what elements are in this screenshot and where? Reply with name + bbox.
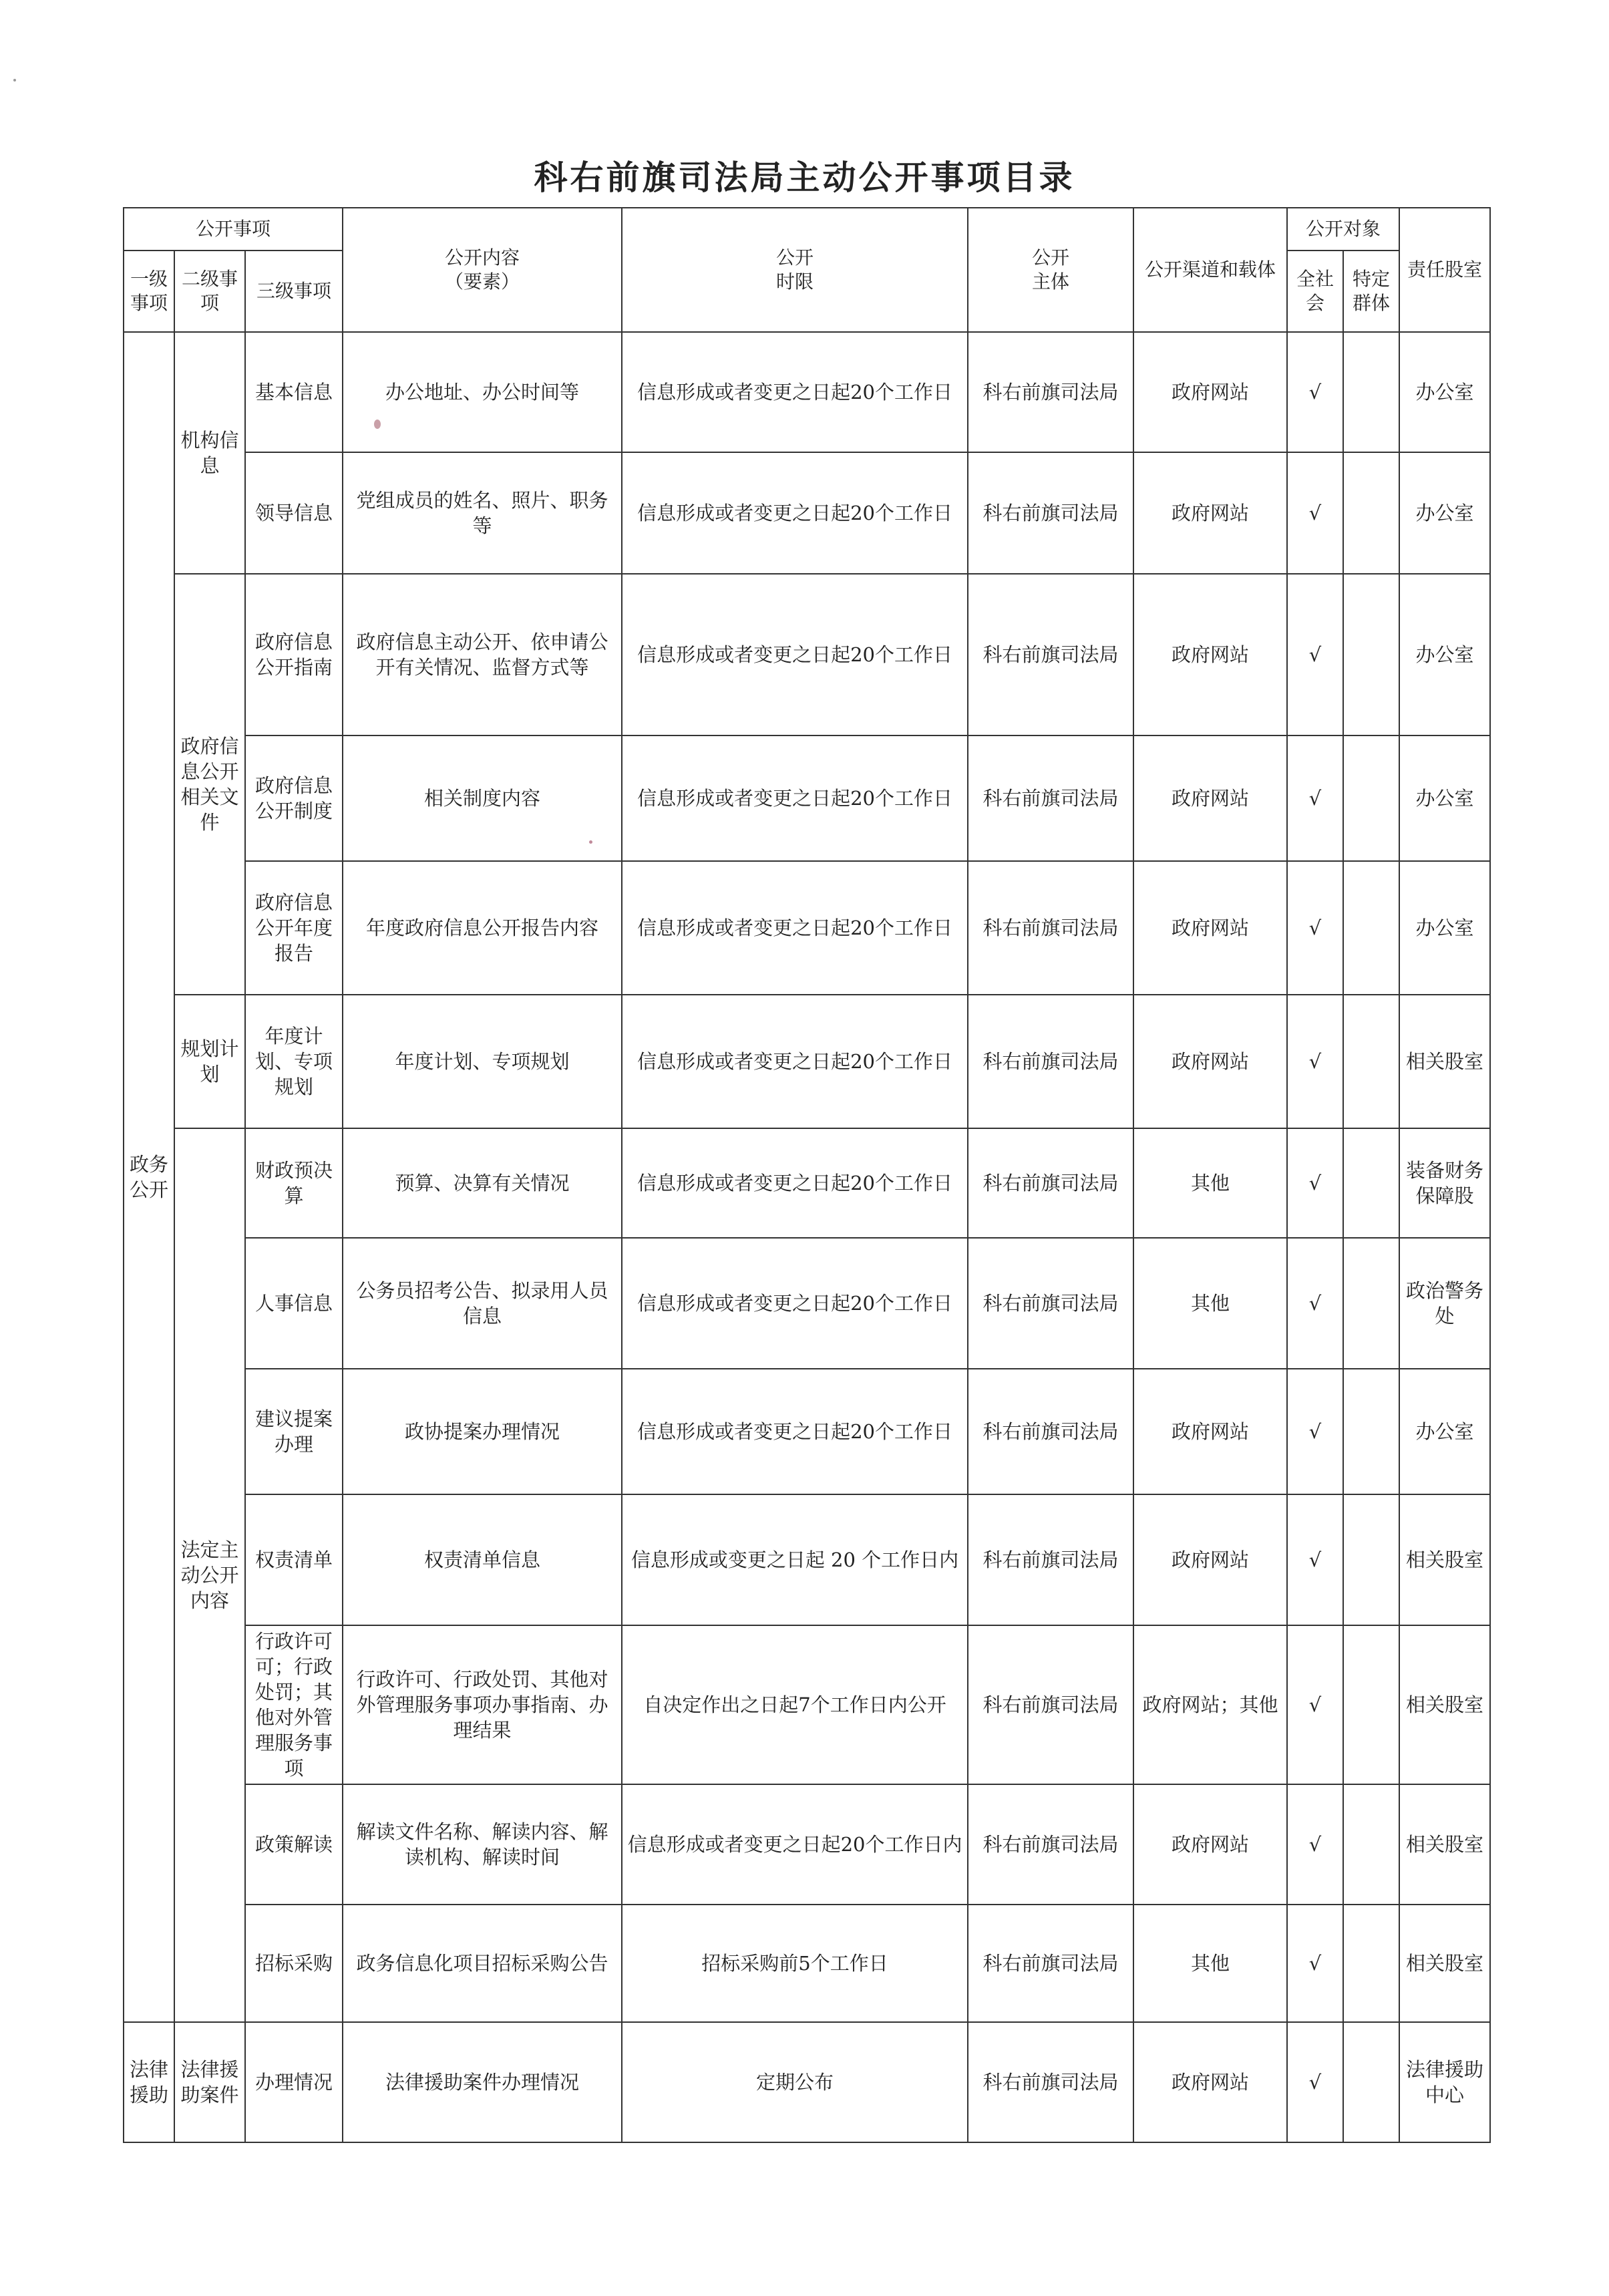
header-level3: 三级事项 bbox=[245, 251, 343, 332]
page-title: 科右前旗司法局主动公开事项目录 bbox=[534, 158, 1075, 197]
scan-speck bbox=[374, 420, 381, 429]
target-all-society: √ bbox=[1287, 574, 1343, 735]
target-specific-group bbox=[1343, 1625, 1399, 1784]
time-limit: 信息形成或者变更之日起20个工作日内 bbox=[622, 1784, 968, 1905]
level3-item: 办理情况 bbox=[245, 2022, 343, 2142]
table-row bbox=[124, 332, 1490, 452]
table-row bbox=[124, 1905, 1490, 2022]
time-limit: 信息形成或者变更之日起20个工作日 bbox=[622, 574, 968, 735]
header-level2: 二级事项 bbox=[174, 251, 245, 332]
disclosure-content: 办公地址、办公时间等 bbox=[343, 332, 622, 452]
target-specific-group bbox=[1343, 574, 1399, 735]
disclosure-content: 年度计划、专项规划 bbox=[343, 995, 622, 1128]
level2-org-info: 机构信息 bbox=[174, 332, 245, 574]
table-row bbox=[124, 1494, 1490, 1625]
header-public-target: 公开对象 bbox=[1287, 208, 1399, 251]
disclosure-channel: 其他 bbox=[1133, 1128, 1287, 1238]
responsible-department: 相关股室 bbox=[1399, 1784, 1490, 1905]
time-limit: 信息形成或者变更之日起20个工作日 bbox=[622, 1128, 968, 1238]
disclosure-content: 政协提案办理情况 bbox=[343, 1369, 622, 1494]
level3-item: 人事信息 bbox=[245, 1238, 343, 1369]
disclosure-subject: 科右前旗司法局 bbox=[968, 2022, 1133, 2142]
table-row bbox=[124, 861, 1490, 995]
target-all-society: √ bbox=[1287, 1238, 1343, 1369]
time-limit: 信息形成或变更之日起 20 个工作日内 bbox=[622, 1494, 968, 1625]
disclosure-channel: 政府网站 bbox=[1133, 735, 1287, 861]
disclosure-subject: 科右前旗司法局 bbox=[968, 1784, 1133, 1905]
target-specific-group bbox=[1343, 995, 1399, 1128]
responsible-department: 办公室 bbox=[1399, 1369, 1490, 1494]
time-limit: 定期公布 bbox=[622, 2022, 968, 2142]
disclosure-subject: 科右前旗司法局 bbox=[968, 1238, 1133, 1369]
header-target-specific: 特定群体 bbox=[1343, 251, 1399, 332]
target-specific-group bbox=[1343, 1369, 1399, 1494]
target-specific-group bbox=[1343, 332, 1399, 452]
table-row bbox=[124, 1784, 1490, 1905]
disclosure-content: 行政许可、行政处罚、其他对外管理服务事项办事指南、办理结果 bbox=[343, 1625, 622, 1784]
level3-item: 建议提案办理 bbox=[245, 1369, 343, 1494]
target-specific-group bbox=[1343, 1905, 1399, 2022]
target-all-society: √ bbox=[1287, 1494, 1343, 1625]
responsible-department: 装备财务保障股 bbox=[1399, 1128, 1490, 1238]
responsible-department: 办公室 bbox=[1399, 574, 1490, 735]
disclosure-channel: 政府网站 bbox=[1133, 2022, 1287, 2142]
disclosure-content: 相关制度内容 bbox=[343, 735, 622, 861]
level3-item: 政策解读 bbox=[245, 1784, 343, 1905]
header-level1: 一级事项 bbox=[124, 251, 174, 332]
table-row bbox=[124, 452, 1490, 574]
responsible-department: 办公室 bbox=[1399, 735, 1490, 861]
disclosure-subject: 科右前旗司法局 bbox=[968, 1625, 1133, 1784]
table-row bbox=[124, 2022, 1490, 2142]
disclosure-subject: 科右前旗司法局 bbox=[968, 332, 1133, 452]
target-specific-group bbox=[1343, 735, 1399, 861]
disclosure-subject: 科右前旗司法局 bbox=[968, 735, 1133, 861]
disclosure-channel: 政府网站 bbox=[1133, 1494, 1287, 1625]
disclosure-content: 政务信息化项目招标采购公告 bbox=[343, 1905, 622, 2022]
header-content: 公开内容 （要素） bbox=[343, 208, 622, 332]
disclosure-content: 权责清单信息 bbox=[343, 1494, 622, 1625]
disclosure-subject: 科右前旗司法局 bbox=[968, 1494, 1133, 1625]
table-row bbox=[124, 574, 1490, 735]
time-limit: 信息形成或者变更之日起20个工作日 bbox=[622, 332, 968, 452]
target-specific-group bbox=[1343, 2022, 1399, 2142]
level1-legal-aid: 法律援助 bbox=[124, 2022, 174, 2142]
level2-info-disclosure-docs: 政府信息公开相关文件 bbox=[174, 574, 245, 995]
responsible-department: 相关股室 bbox=[1399, 1494, 1490, 1625]
target-all-society: √ bbox=[1287, 1784, 1343, 1905]
time-limit: 信息形成或者变更之日起20个工作日 bbox=[622, 1369, 968, 1494]
table-row bbox=[124, 1625, 1490, 1784]
responsible-department: 政治警务处 bbox=[1399, 1238, 1490, 1369]
header-subject: 公开 主体 bbox=[968, 208, 1133, 332]
disclosure-channel: 政府网站 bbox=[1133, 861, 1287, 995]
level2-legal-aid-cases: 法律援助案件 bbox=[174, 2022, 245, 2142]
time-limit: 信息形成或者变更之日起20个工作日 bbox=[622, 995, 968, 1128]
target-specific-group bbox=[1343, 861, 1399, 995]
responsible-department: 相关股室 bbox=[1399, 995, 1490, 1128]
time-limit: 招标采购前5个工作日 bbox=[622, 1905, 968, 2022]
target-all-society: √ bbox=[1287, 1905, 1343, 2022]
target-specific-group bbox=[1343, 1128, 1399, 1238]
time-limit: 信息形成或者变更之日起20个工作日 bbox=[622, 452, 968, 574]
disclosure-subject: 科右前旗司法局 bbox=[968, 995, 1133, 1128]
target-all-society: √ bbox=[1287, 1128, 1343, 1238]
disclosure-content: 预算、决算有关情况 bbox=[343, 1128, 622, 1238]
disclosure-subject: 科右前旗司法局 bbox=[968, 1905, 1133, 2022]
disclosure-content: 解读文件名称、解读内容、解读机构、解读时间 bbox=[343, 1784, 622, 1905]
table-row bbox=[124, 1128, 1490, 1238]
disclosure-content: 党组成员的姓名、照片、职务等 bbox=[343, 452, 622, 574]
responsible-department: 法律援助中心 bbox=[1399, 2022, 1490, 2142]
disclosure-content: 公务员招考公告、拟录用人员信息 bbox=[343, 1238, 622, 1369]
disclosure-subject: 科右前旗司法局 bbox=[968, 1369, 1133, 1494]
target-all-society: √ bbox=[1287, 861, 1343, 995]
responsible-department: 相关股室 bbox=[1399, 1905, 1490, 2022]
disclosure-channel: 政府网站 bbox=[1133, 1369, 1287, 1494]
header-channel: 公开渠道和载体 bbox=[1133, 208, 1287, 332]
target-all-society: √ bbox=[1287, 1625, 1343, 1784]
header-row-1 bbox=[124, 208, 1490, 251]
disclosure-content: 政府信息主动公开、依申请公开有关情况、监督方式等 bbox=[343, 574, 622, 735]
header-department: 责任股室 bbox=[1399, 208, 1490, 332]
scan-speck bbox=[589, 840, 592, 844]
level3-item: 财政预决算 bbox=[245, 1128, 343, 1238]
disclosure-channel: 其他 bbox=[1133, 1905, 1287, 2022]
disclosure-content: 年度政府信息公开报告内容 bbox=[343, 861, 622, 995]
table-row bbox=[124, 995, 1490, 1128]
level1-government-affairs: 政务公开 bbox=[124, 332, 174, 2022]
responsible-department: 办公室 bbox=[1399, 861, 1490, 995]
header-public-items: 公开事项 bbox=[124, 208, 343, 251]
target-all-society: √ bbox=[1287, 1369, 1343, 1494]
time-limit: 自决定作出之日起7个工作日内公开 bbox=[622, 1625, 968, 1784]
disclosure-channel: 政府网站；其他 bbox=[1133, 1625, 1287, 1784]
level3-item: 行政许可可；行政处罚；其他对外管理服务事项 bbox=[245, 1625, 343, 1784]
target-specific-group bbox=[1343, 1238, 1399, 1369]
disclosure-channel: 政府网站 bbox=[1133, 995, 1287, 1128]
level2-statutory-content: 法定主动公开内容 bbox=[174, 1128, 245, 2022]
table-row bbox=[124, 1369, 1490, 1494]
level3-item: 政府信息公开制度 bbox=[245, 735, 343, 861]
time-limit: 信息形成或者变更之日起20个工作日 bbox=[622, 861, 968, 995]
disclosure-channel: 其他 bbox=[1133, 1238, 1287, 1369]
target-all-society: √ bbox=[1287, 452, 1343, 574]
table-row bbox=[124, 735, 1490, 861]
disclosure-channel: 政府网站 bbox=[1133, 1784, 1287, 1905]
target-specific-group bbox=[1343, 1494, 1399, 1625]
level3-item: 招标采购 bbox=[245, 1905, 343, 2022]
header-time-limit: 公开 时限 bbox=[622, 208, 968, 332]
disclosure-content: 法律援助案件办理情况 bbox=[343, 2022, 622, 2142]
level3-item: 年度计划、专项规划 bbox=[245, 995, 343, 1128]
level3-item: 领导信息 bbox=[245, 452, 343, 574]
time-limit: 信息形成或者变更之日起20个工作日 bbox=[622, 735, 968, 861]
disclosure-channel: 政府网站 bbox=[1133, 332, 1287, 452]
level3-item: 政府信息公开指南 bbox=[245, 574, 343, 735]
disclosure-catalog-table bbox=[123, 207, 1491, 2143]
target-all-society: √ bbox=[1287, 332, 1343, 452]
target-all-society: √ bbox=[1287, 735, 1343, 861]
level3-item: 基本信息 bbox=[245, 332, 343, 452]
target-specific-group bbox=[1343, 452, 1399, 574]
disclosure-subject: 科右前旗司法局 bbox=[968, 574, 1133, 735]
target-all-society: √ bbox=[1287, 2022, 1343, 2142]
responsible-department: 办公室 bbox=[1399, 332, 1490, 452]
target-specific-group bbox=[1343, 1784, 1399, 1905]
disclosure-subject: 科右前旗司法局 bbox=[968, 861, 1133, 995]
disclosure-channel: 政府网站 bbox=[1133, 574, 1287, 735]
level2-planning: 规划计划 bbox=[174, 995, 245, 1128]
time-limit: 信息形成或者变更之日起20个工作日 bbox=[622, 1238, 968, 1369]
header-target-all: 全社会 bbox=[1287, 251, 1343, 332]
disclosure-subject: 科右前旗司法局 bbox=[968, 452, 1133, 574]
responsible-department: 办公室 bbox=[1399, 452, 1490, 574]
table-row bbox=[124, 1238, 1490, 1369]
scan-speck bbox=[13, 79, 16, 81]
disclosure-channel: 政府网站 bbox=[1133, 452, 1287, 574]
level3-item: 政府信息公开年度报告 bbox=[245, 861, 343, 995]
target-all-society: √ bbox=[1287, 995, 1343, 1128]
responsible-department: 相关股室 bbox=[1399, 1625, 1490, 1784]
disclosure-subject: 科右前旗司法局 bbox=[968, 1128, 1133, 1238]
level3-item: 权责清单 bbox=[245, 1494, 343, 1625]
